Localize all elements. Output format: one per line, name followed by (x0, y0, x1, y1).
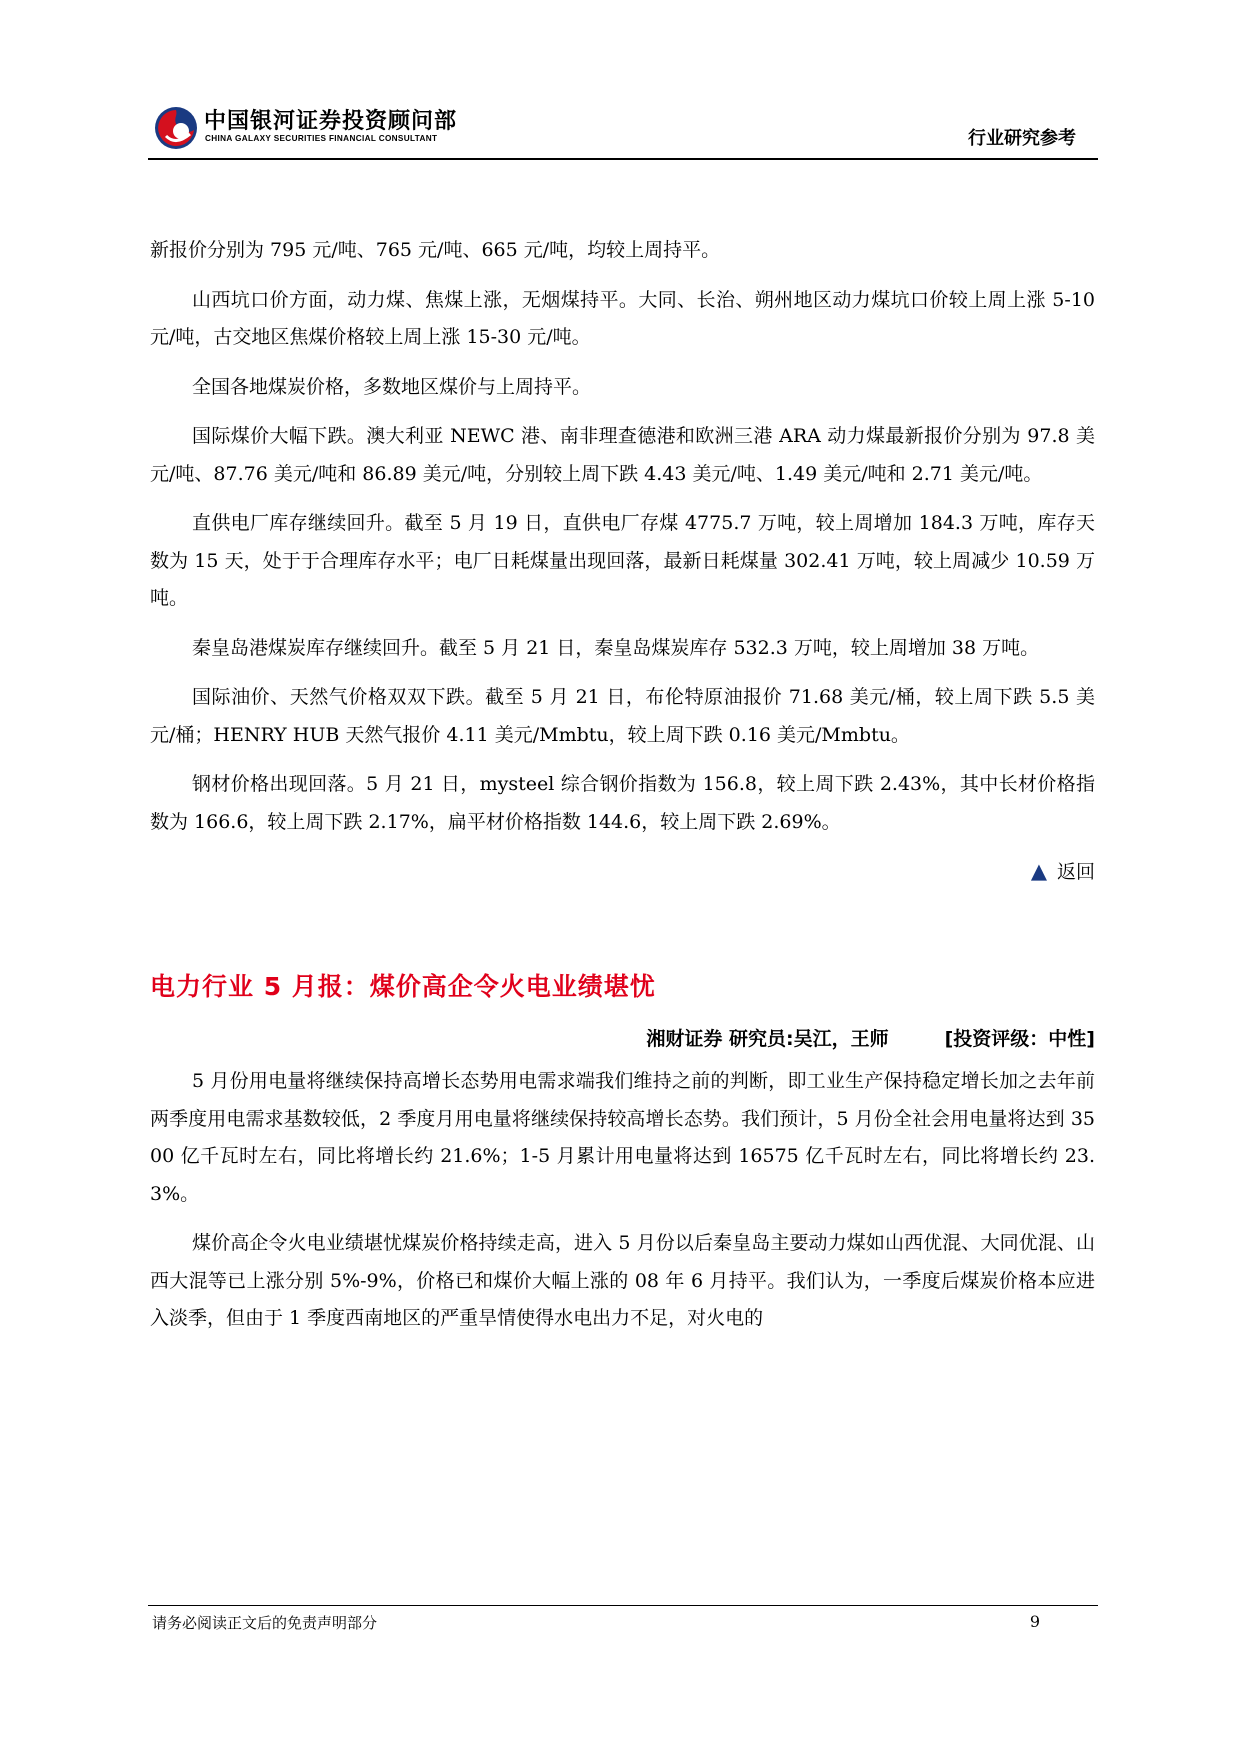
paragraph: 5 月份用电量将继续保持高增长态势用电需求端我们维持之前的判断，即工业生产保持稳定增长加之去年前两季度用电需求基数较低，2 季度月用电量将继续保持较高增长态势。我们预计，5 月份全社会用电量将达到 3500 亿千瓦时左右，同比将增长约 21.6%；1-5 月累计用电量将达到 16575 亿千瓦时左右，同比将增长约 23.3%。 (150, 1070, 1095, 1205)
paragraph: 国际油价、天然气价格双双下跌。截至 5 月 21 日，布伦特原油报价 71.68 美元/桶，较上周下跌 5.5 美元/桶；HENRY HUB 天然气报价 4.11 美元/Mmbtu，较上周下跌 0.16 美元/Mmbtu。 (150, 686, 1095, 746)
article-byline (150, 1019, 1095, 1059)
report-section-label: 行业研究参考 (968, 128, 1076, 149)
company-name-cn: 中国银河证券投资顾问部 (204, 109, 458, 134)
galaxy-logo-icon (154, 106, 198, 150)
paragraph: 煤价高企令火电业绩堪忧煤炭价格持续走高，进入 5 月份以后秦皇岛主要动力煤如山西优混、大同优混、山西大混等已上涨分别 5%-9%，价格已和煤价大幅上涨的 08 年 6 月持平。我们认为，一季度后煤炭价格本应进入淡季，但由于 1 季度西南地区的严重旱情使得水电出力不足，对火电的 (150, 1232, 1095, 1329)
rating-badge: [投资评级：中性] (944, 1028, 1095, 1050)
page-header (148, 96, 1098, 160)
paragraph: 全国各地煤炭价格，多数地区煤价与上周持平。 (192, 375, 592, 398)
back-to-top-link[interactable] (150, 853, 1095, 891)
paragraph: 钢材价格出现回落。5 月 21 日，mysteel 综合钢价指数为 156.8，较上周下跌 2.43%，其中长材价格指数为 166.6，较上周下跌 2.17%，扁平材价格指数 144.6，较上周下跌 2.69%。 (150, 773, 1095, 833)
triangle-up-icon: ▲ (1030, 859, 1047, 883)
page-footer (148, 1605, 1098, 1646)
byline-source: 湘财证券 研究员:吴江，王师 (646, 1028, 889, 1050)
page-number: 9 (1029, 1612, 1040, 1631)
article-title: 电力行业 5 月报：煤价高企令火电业绩堪忧 (150, 972, 656, 1001)
paragraph: 国际煤价大幅下跌。澳大利亚 NEWC 港、南非理查德港和欧洲三港 ARA 动力煤最新报价分别为 97.8 美元/吨、87.76 美元/吨和 86.89 美元/吨，分别较上周下跌 4.43 美元/吨、1.49 美元/吨和 2.71 美元/吨。 (150, 425, 1095, 485)
back-label: 返回 (1056, 861, 1095, 883)
paragraph: 山西坑口价方面，动力煤、焦煤上涨，无烟煤持平。大同、长治、朔州地区动力煤坑口价较上周上涨 5-10 元/吨，古交地区焦煤价格较上周上涨 15-30 元/吨。 (150, 288, 1095, 348)
paragraph: 新报价分别为 795 元/吨、765 元/吨、665 元/吨，均较上周持平。 (150, 239, 721, 261)
company-name-en: CHINA GALAXY SECURITIES FINANCIAL CONSULTANT (205, 134, 438, 143)
paragraph: 秦皇岛港煤炭库存继续回升。截至 5 月 21 日，秦皇岛煤炭库存 532.3 万吨，较上周增加 38 万吨。 (192, 636, 1040, 659)
paragraph: 直供电厂库存继续回升。截至 5 月 19 日，直供电厂存煤 4775.7 万吨，较上周增加 184.3 万吨，库存天数为 15 天，处于于合理库存水平；电厂日耗煤量出现回落，最新日耗煤量 302.41 万吨，较上周减少 10.59 万吨。 (150, 512, 1095, 609)
disclaimer-note: 请务必阅读正文后的免责声明部分 (152, 1614, 378, 1632)
main-content (150, 232, 1095, 1350)
